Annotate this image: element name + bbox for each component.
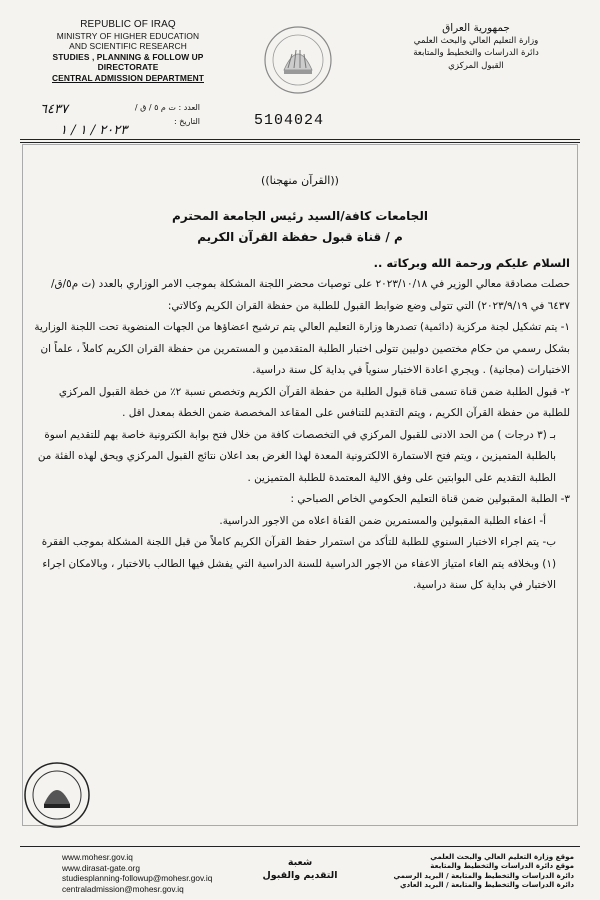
ministry-seal-icon (262, 24, 334, 96)
clause-3: ٣- الطلبة المقبولين ضمن قناة التعليم الحكومي الخاص الصباحي : (290, 493, 570, 505)
intro-paragraph: حصلت مصادقة معالي الوزير في ٢٠٢٣/١٠/١٨ على توصيات محضر اللجنة المشكلة بموجب الامر الوزاري بالعدد (ت م٥/ق/٦٤٣٧ في ٢٠٢٣/٩/١٩) التي تتولى وضع ضوابط القبول للطلبة من حفظة القران الكريم وكالاتي: (51, 278, 570, 312)
subject-line: م / قناة قبول حفظة القرآن الكريم (197, 230, 403, 244)
footer-gate-website: www.dirasat-gate.org (62, 862, 140, 873)
footer-regular-email: centraladmission@mohesr.gov.iq (62, 883, 184, 894)
header-divider-2 (20, 142, 580, 143)
header-en-ministry: MINISTRY OF HIGHER EDUCATION (56, 30, 200, 41)
footer-contacts-arabic (374, 852, 574, 890)
header-ar-country: جمهورية العراق (442, 22, 510, 34)
footer-section-line2: التقديم والقبول (262, 870, 338, 881)
department-stamp-icon (22, 760, 92, 830)
greeting: السلام عليكم ورحمة الله وبركاته .. (373, 255, 570, 270)
header-divider (20, 139, 580, 140)
footer-ar-line1: موقع وزارة التعليم العالي والبحث العلمي (430, 852, 574, 861)
ref-number-label: العدد : ت م ٥ / ق / (134, 103, 200, 112)
header-en-ministry-cont: AND SCIENTIFIC RESEARCH (69, 41, 187, 51)
motto: ((القرآن منهجنا)) (261, 174, 339, 187)
footer-ar-line4: دائرة الدراسات والتخطيط والمتابعة / البريد العادي (400, 880, 574, 890)
clause-2-continued: بـ (٣ درجات ) من الحد الادنى للقبول المركزي في التخصصات كافة من خلال فتح بوابة الكترونية خاصة بهم للتقديم اسوة بالطلبة المتميزين ، ويتم فتح الاستمارة الالكترونية المعدة لهذا الغرض بعد اعلان نتائج القبول المركزي ويحق لهذه الفئة من الطلبة التقديم على البوابتين على وفق الالية المعتمدة للطلبة المتميزين . (37, 428, 556, 484)
document-number: 5104024 (254, 112, 325, 129)
addressee: الجامعات كافة/السيد رئيس الجامعة المحترم (172, 208, 428, 223)
footer-ar-line2: موقع دائرة الدراسات والتخطيط والمتابعة (430, 861, 574, 871)
header-ar-directorate: دائرة الدراسات والتخطيط والمتابعة (413, 48, 539, 58)
footer-section-line1: شعبة (287, 857, 313, 868)
ref-number-value: ٦٤٣٧ (40, 102, 68, 117)
header-en-directorate: STUDIES , PLANNING & FOLLOW UP DIRECTORATE (52, 51, 204, 72)
footer-contacts-english (62, 852, 212, 894)
header-english-block (28, 20, 228, 83)
header-arabic-block (376, 22, 576, 72)
clause-3a: أ- اعفاء الطلبة المقبولين والمستمرين ضمن القناة اعلاه من الاجور الدراسية. (219, 514, 546, 527)
letter-body (30, 170, 570, 597)
header-en-department: CENTRAL ADMISSION DEPARTMENT (52, 72, 204, 83)
clause-3b: ب- يتم اجراء الاختبار السنوي للطلبة للتأكد من استمرار حفظ القرآن الكريم كاملاً من قبل اللجنة المشكلة بموجب الفقرة (١) وبخلافه يتم الغاء امتياز الاعفاء من الاجور الدراسية للسنة الدراسية التي يفشل فيها الطالب بالاختبار ، وبالامكان اجراء الاختبار في بداية كل سنة دراسية. (41, 536, 556, 591)
footer-divider (20, 846, 580, 847)
ref-date-value: ٢٠٢٣ / ١ / ١ (60, 123, 128, 138)
ref-date-label: التاريخ : (173, 117, 200, 126)
header-ar-ministry: وزارة التعليم العالي والبحث العلمي (413, 35, 539, 46)
header-ar-department: القبول المركزي (448, 60, 504, 71)
footer-section-name (252, 856, 348, 882)
footer-ar-line3: دائرة الدراسات والتخطيط والمتابعة / البريد الرسمي (393, 870, 574, 880)
clause-1: ١- يتم تشكيل لجنة مركزية (دائمية) تصدرها وزارة التعليم العالي يتم ترشيح اعضاؤها من الجهات المنضوية تحت اللجنة الوزارية بشكل رسمي من حكام مختصين دوليين تتولى اختبار الطلبة المتقدمين و المستمرين من حفظة القران الكريم كاملاً ، علماً ان الاختبارات (مجانية) . ويجري اعادة الاختبار سنوياً في بداية كل سنة دراسية. (34, 321, 570, 376)
footer-official-email: studiesplanning-followup@mohesr.gov.iq (62, 873, 213, 883)
footer-ministry-website: www.mohesr.gov.iq (62, 852, 133, 862)
clause-2: ٢- قبول الطلبة ضمن قناة تسمى قناة قبول الطلبة من حفظة القرآن الكريم وتخصص نسبة ٢٪ من خطة القبول المركزي للطلبة من حفظة القرآن الكريم ، ويتم التقديم للتنافس على المقاعد المخصصة ضمن الخطة بمعدل اقل . (58, 385, 570, 419)
header-en-country: REPUBLIC OF IRAQ (80, 19, 176, 30)
